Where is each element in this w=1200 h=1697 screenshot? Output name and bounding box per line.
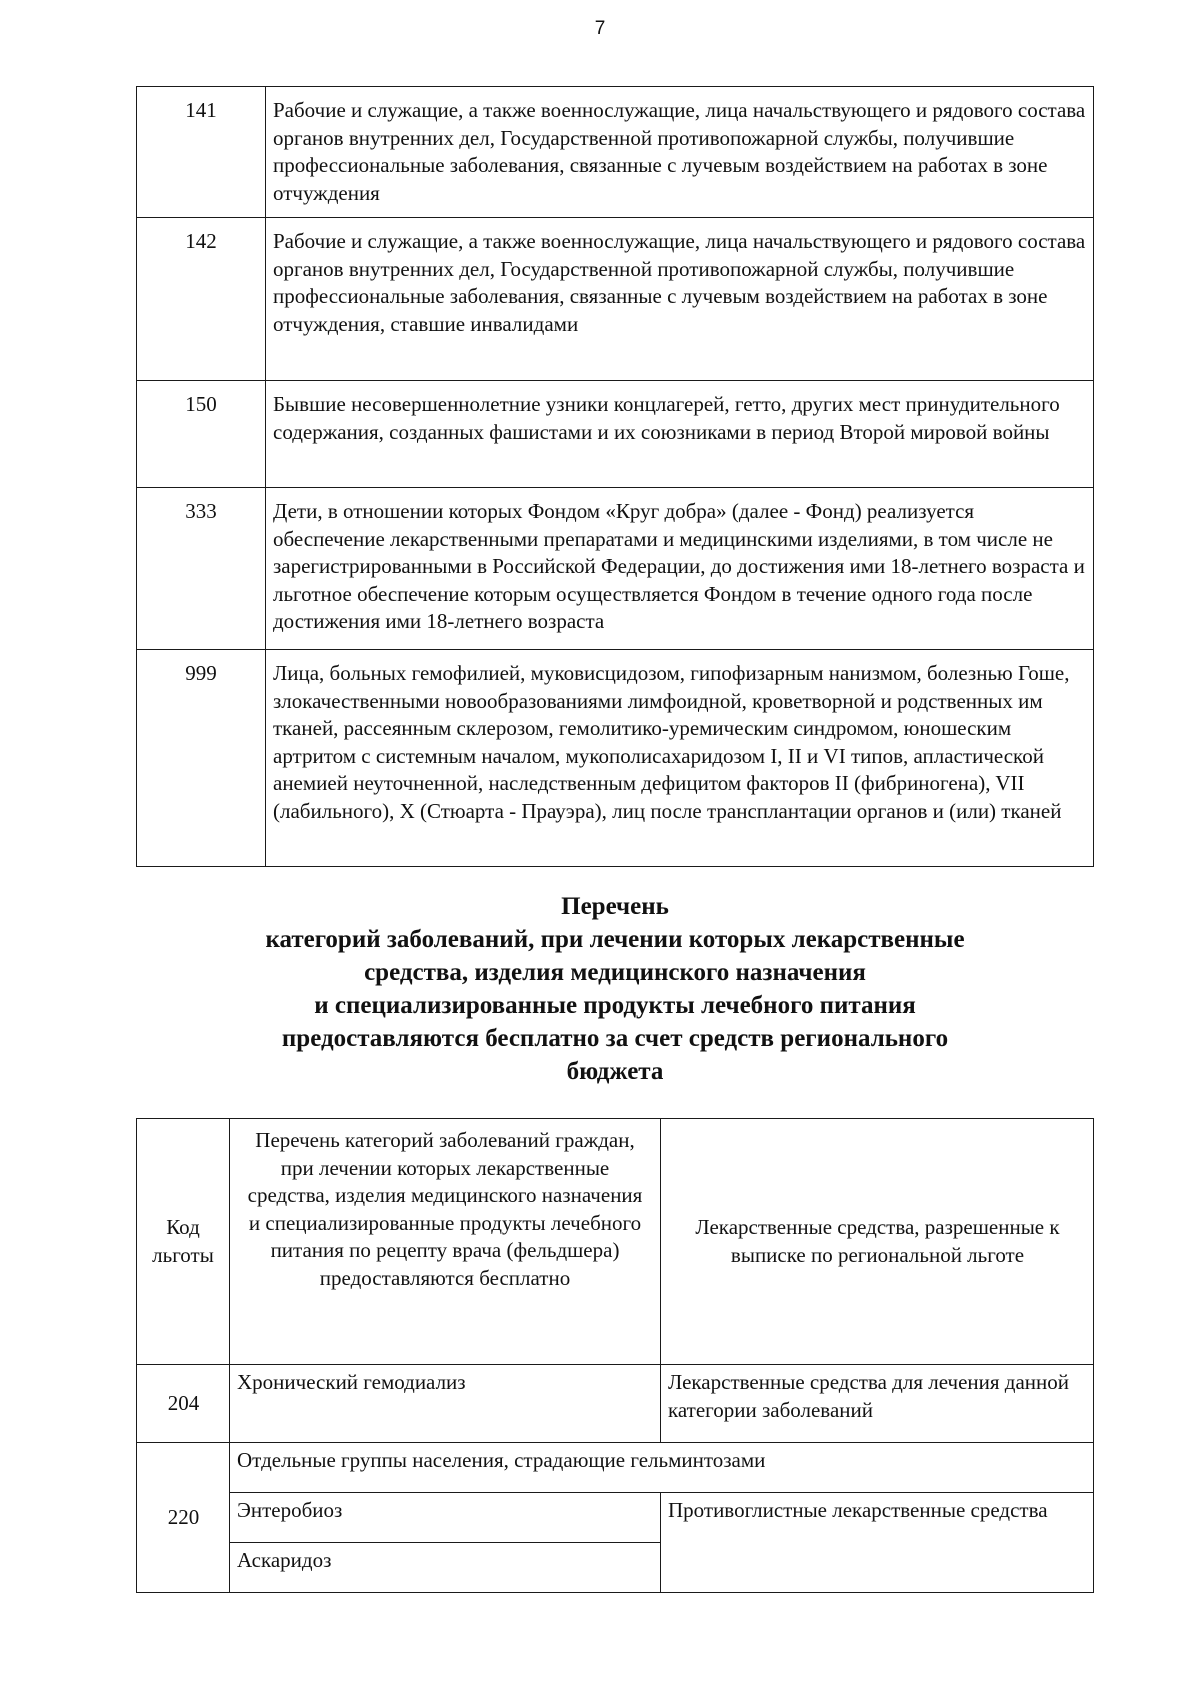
section-title-line: бюджета [566,1058,664,1085]
benefit-code: 333 [137,488,266,650]
section-title [136,890,1094,1088]
benefit-description: Рабочие и служащие, а также военнослужащие, лица начальствующего и рядового состава органов внутренних дел, Государственной противопожарной службы, получившие профессиональные заболевания, связанные с лучевым воздействием на работах в зоне отчуждения, ставшие инвалидами [266,218,1094,381]
table-row [137,381,1094,488]
table-row [137,650,1094,867]
section-title-line: и специализированные продукты лечебного питания [314,992,916,1019]
benefit-code: 141 [137,87,266,218]
table-row [137,1493,1094,1543]
table-row [137,218,1094,381]
benefit-description: Дети, в отношении которых Фондом «Круг добра» (далее - Фонд) реализуется обеспечение лекарственными препаратами и медицинскими изделиями, в том числе не зарегистрированными в Российской Федерации, до достижения ими 18-летнего возраста и льготное обеспечение которым осуществляется Фондом в течение одного года после достижения ими 18-летнего возраста [266,488,1094,650]
table-row [137,488,1094,650]
disease-group: Отдельные группы населения, страдающие гельминтозами [230,1443,1094,1493]
disease-category: Энтеробиоз [230,1493,661,1543]
header-drugs: Лекарственные средства, разрешенные к выписке по региональной льготе [661,1119,1094,1365]
section-title-line: категорий заболеваний, при лечении которых лекарственные [265,926,965,953]
benefit-code: 999 [137,650,266,867]
drugs-allowed: Противоглистные лекарственные средства [661,1493,1094,1593]
benefit-code: 204 [137,1365,230,1443]
table-row [137,1443,1094,1493]
section-title-line: предоставляются бесплатно за счет средств регионального [281,1025,949,1052]
benefit-description: Бывшие несовершеннолетние узники концлагерей, гетто, других мест принудительного содержания, созданных фашистами и их союзниками в период Второй мировой войны [266,381,1094,488]
disease-category: Аскаридоз [230,1543,661,1593]
header-code: Код льготы [137,1119,230,1365]
drugs-allowed: Лекарственные средства для лечения данной категории заболеваний [661,1365,1094,1443]
section-title-line: Перечень [561,893,669,920]
disease-categories-table [136,1118,1094,1593]
table-header-row [137,1119,1094,1365]
header-categories: Перечень категорий заболеваний граждан, при лечении которых лекарственные средства, изделия медицинского назначения и специализированные продукты лечебного питания по рецепту врача (фельдшера) предоставляются бесплатно [230,1119,661,1365]
table-row [137,87,1094,218]
page-number: 7 [594,18,606,39]
benefit-description: Лица, больных гемофилией, муковисцидозом, гипофизарным нанизмом, болезнью Гоше, злокачественными новообразованиями лимфоидной, кроветворной и родственных им тканей, рассеянным склерозом, гемолитико-уремическим синдромом, юношеским артритом с системным началом, мукополисахаридозом I, II и VI типов, апластической анемией неуточненной, наследственным дефицитом факторов II (фибриногена), VII (лабильного), X (Стюарта - Прауэра), лиц после трансплантации органов и (или) тканей [266,650,1094,867]
benefit-code: 150 [137,381,266,488]
table-row [137,1365,1094,1443]
disease-category: Хронический гемодиализ [230,1365,661,1443]
benefit-description: Рабочие и служащие, а также военнослужащие, лица начальствующего и рядового состава органов внутренних дел, Государственной противопожарной службы, получившие профессиональные заболевания, связанные с лучевым воздействием на работах в зоне отчуждения [266,87,1094,218]
benefit-categories-table [136,86,1094,867]
section-title-line: средства, изделия медицинского назначения [364,959,866,986]
benefit-code: 220 [137,1443,230,1593]
benefit-code: 142 [137,218,266,381]
